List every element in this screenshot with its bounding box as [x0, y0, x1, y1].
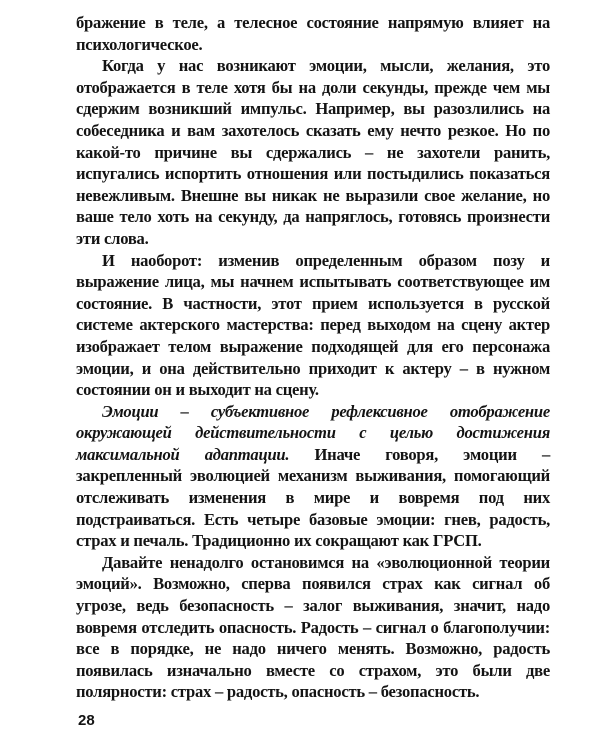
definition-explanation: Иначе говоря, эмоции – закрепленный эволюцией механизм выживания, помогающий отслеживать изменения в мире и вовремя под них подстраиваться. Есть четыре базовые эмоции: гнев, радость, страх и печаль. Традиционно их сокращают как ГРСП.	[76, 444, 550, 551]
paragraph-definition	[76, 401, 550, 552]
emotion-definition: Эмоции – субъективное рефлексивное отображение окружающей действительности с целью достижения максимальной адаптации.	[76, 401, 550, 464]
paragraph-continuation: бражение в теле, а телесное состояние напрямую влияет на психологическое.	[76, 13, 550, 54]
paragraph-emotions-body: Когда у нас возникают эмоции, мысли, желания, это отображается в теле хотя бы на доли секунды, прежде чем мы сдержим возникший импульс. Например, вы разозлились на собеседника и вам захотелось сказать ему нечто резкое. Но по какой-то причине вы сдержались – не захотели ранить, испугались испортить отношения или постыдились показаться невежливым. Внешне вы никак не выразили свое желание, но ваше тело хоть на секунду, да напряглось, готовясь произнести эти слова.	[76, 56, 550, 248]
paragraph-evolution-theory: Давайте ненадолго остановимся на «эволюционной теории эмоций». Возможно, сперва появился страх как сигнал об угрозе, ведь безопасность – залог выживания, значит, надо вовремя отследить опасность. Радость – сигнал о благополучии: все в порядке, не надо ничего менять. Возможно, радость появилась изначально вместе со страхом, это были две полярности: страх – радость, опасность – безопасность.	[76, 552, 550, 702]
paragraph-reverse-effect: И наоборот: изменив определенным образом позу и выражение лица, мы начнем испытывать соответствующее им состояние. В частности, этот прием используется в русской системе актерского мастерства: перед выходом на сцену актер изображает телом выражение подходящей для его персонажа эмоции, и она действительно приходит к актеру – в нужном состоянии он и выходит на сцену.	[76, 250, 550, 400]
page-number: 28	[78, 712, 95, 729]
page-body	[76, 12, 550, 703]
